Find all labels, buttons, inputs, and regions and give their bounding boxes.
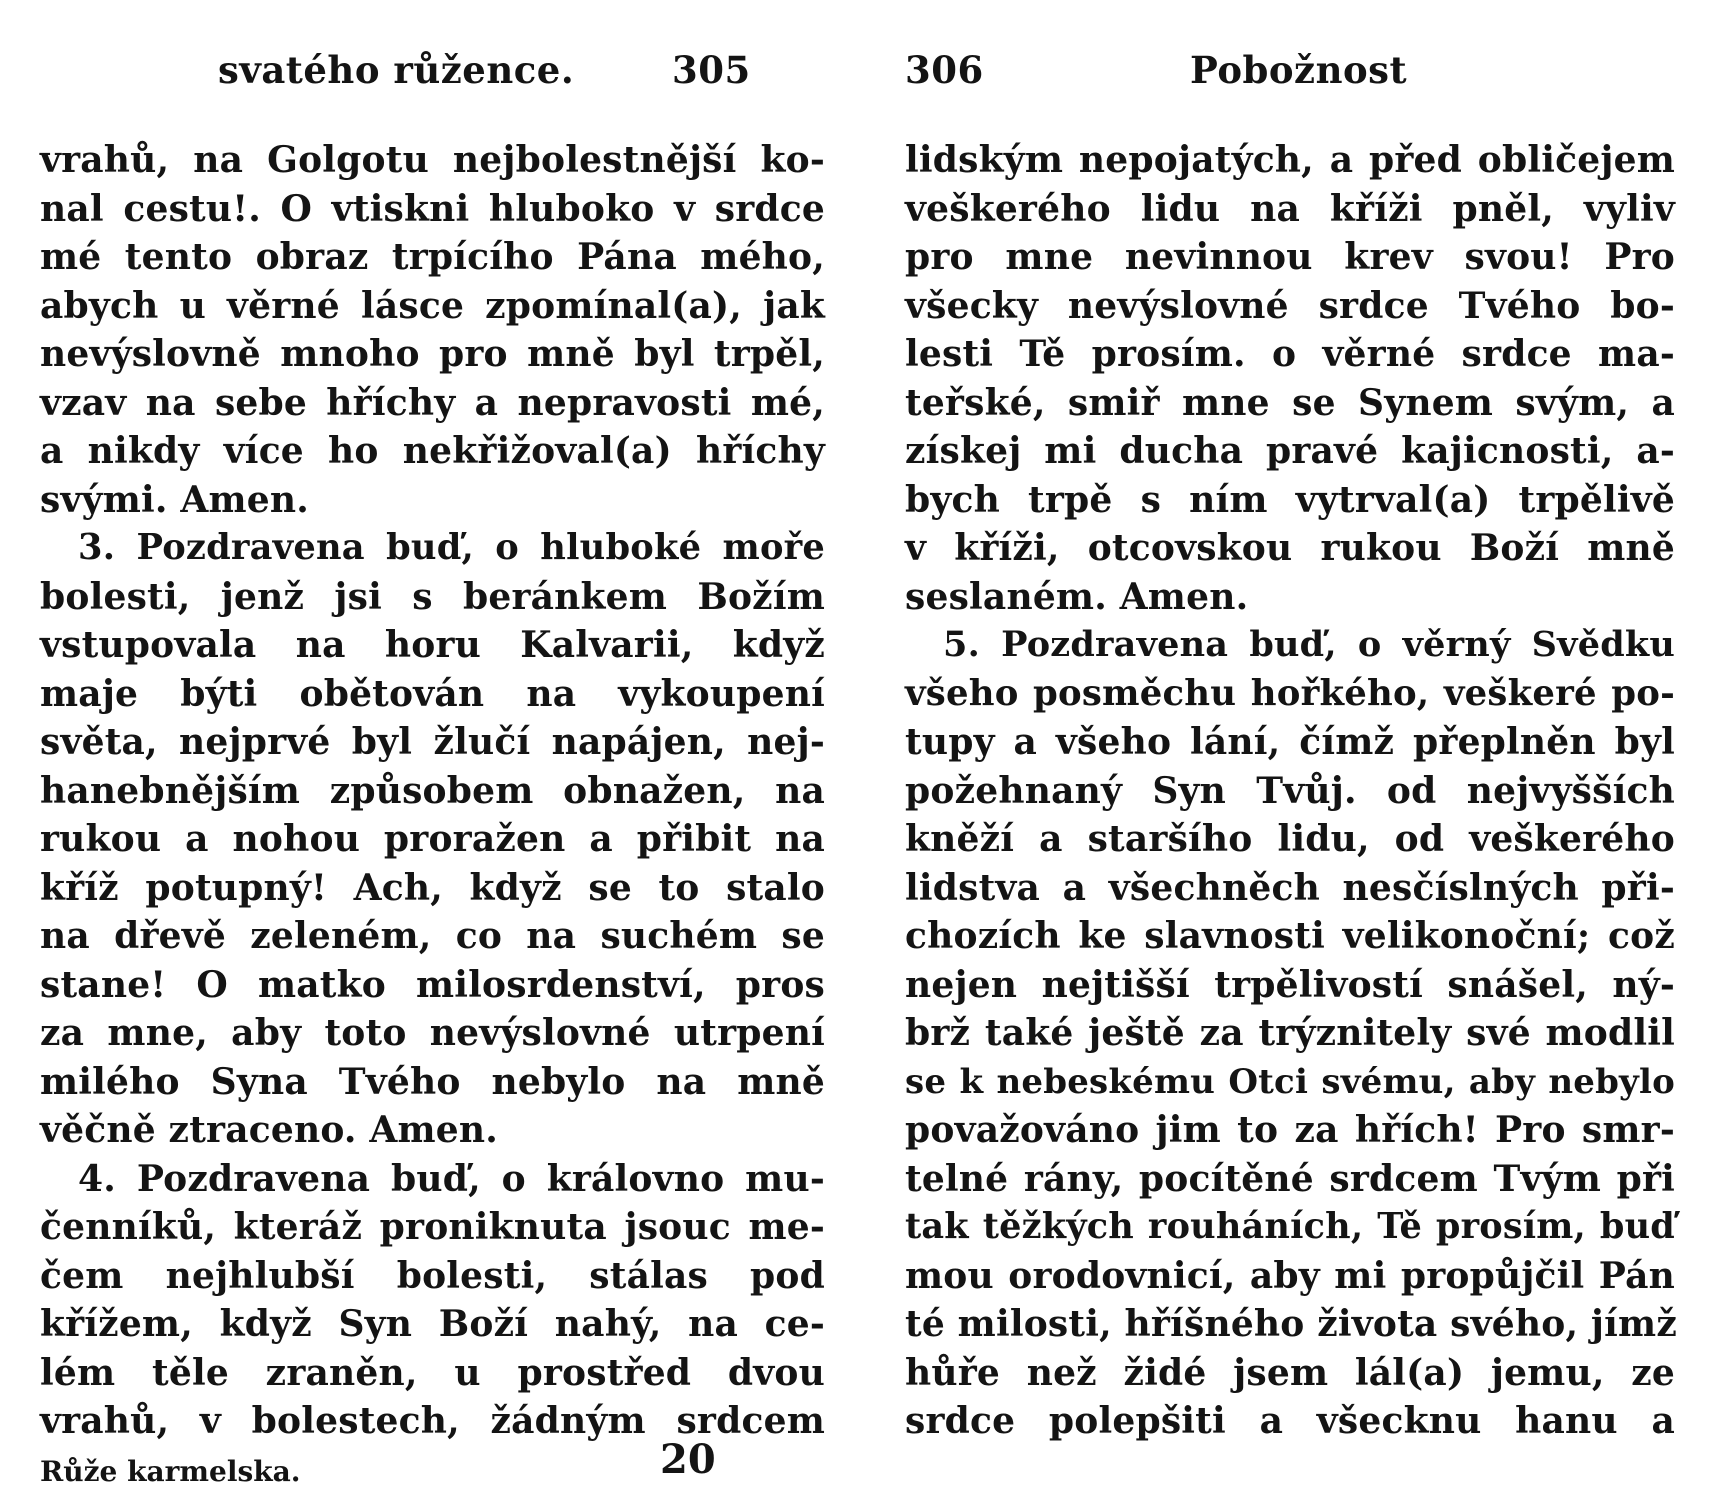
- text-line: získej mi ducha pravé kajicnosti, a-: [905, 430, 1675, 472]
- text-line: tak těžkých rouháních, Tě prosím, buď: [905, 1206, 1675, 1247]
- text-line: lesti Tě prosím. o věrné srdce ma-: [905, 333, 1675, 375]
- text-line: bolesti, jenž jsi s beránkem Božím: [40, 575, 825, 618]
- text-block: [40, 136, 825, 1446]
- text-line: tupy a všeho lání, čímž přeplněn byl: [905, 721, 1675, 763]
- text-line: veškerého lidu na kříži pněl, vyliv: [905, 187, 1675, 230]
- left-page: [40, 0, 825, 1500]
- text-line: brž také ještě za trýznitely své modlil: [905, 1012, 1675, 1054]
- text-line: lém těle zraněn, u prostřed dvou: [40, 1351, 825, 1394]
- text-line: té milosti, hříšného života svého, jímž: [905, 1303, 1677, 1345]
- text-line: chozích ke slavnosti velikonoční; což: [905, 915, 1675, 957]
- text-line: kříž potupný! Ach, když se to stalo: [40, 866, 825, 909]
- page-number: 306: [905, 48, 984, 92]
- text-line: maje býti obětován na vykoupení: [40, 672, 825, 715]
- text-line: pro mne nevinnou krev svou! Pro: [905, 236, 1675, 278]
- text-line: abych u věrné lásce zpomínal(a), jak: [40, 284, 825, 327]
- text-line: na dřevě zeleném, co na suchém se: [40, 915, 825, 957]
- text-line: rukou a nohou proražen a přibit na: [40, 818, 825, 860]
- text-line: 3. Pozdravena buď, o hluboké moře: [78, 527, 825, 568]
- text-line: svými. Amen.: [40, 478, 309, 521]
- text-line: všecky nevýslovné srdce Tvého bo-: [905, 284, 1675, 327]
- text-line: a nikdy více ho nekřižoval(a) hříchy: [40, 430, 825, 472]
- text-line: stane! O matko milosrdenství, pros: [40, 963, 825, 1006]
- right-page: [905, 0, 1675, 1500]
- text-line: lidským nepojatých, a před obličejem: [905, 139, 1675, 181]
- text-line: světa, nejprvé byl žlučí napájen, nej-: [40, 721, 825, 763]
- text-line: všeho posměchu hořkého, veškeré po-: [905, 672, 1675, 714]
- text-line: hůře než židé jsem lál(a) jemu, ze: [905, 1351, 1675, 1394]
- text-line: věčně ztraceno. Amen.: [40, 1109, 498, 1151]
- text-line: vrahů, na Golgotu nejbolestnější ko-: [40, 139, 825, 181]
- text-line: bych trpě s ním vytrval(a) trpělivě: [905, 478, 1675, 521]
- text-line: křížem, když Syn Boží nahý, na ce-: [40, 1303, 825, 1345]
- text-line: vrahů, v bolestech, žádným srdcem: [40, 1400, 825, 1442]
- text-line: nejen nejtišší trpělivostí snášel, ný-: [905, 963, 1675, 1006]
- text-line: považováno jim to za hřích! Pro smr-: [905, 1109, 1675, 1151]
- text-line: požehnaný Syn Tvůj. od nejvyšších: [905, 769, 1675, 812]
- signature-mark: 20: [660, 1436, 716, 1483]
- footer-signature: Růže karmelska.: [40, 1455, 301, 1488]
- text-line: hanebnějším způsobem obnažen, na: [40, 769, 825, 812]
- text-line: čem nejhlubší bolesti, stálas pod: [40, 1254, 825, 1297]
- text-line: lidstva a všechněch nesčíslných při-: [905, 866, 1675, 909]
- text-line: nal cestu!. O vtiskni hluboko v srdce: [40, 187, 825, 230]
- text-line: seslaném. Amen.: [905, 575, 1249, 618]
- text-block: [905, 136, 1675, 1446]
- text-line: milého Syna Tvého nebylo na mně: [40, 1060, 825, 1103]
- text-line: vstupovala na horu Kalvarii, když: [40, 624, 825, 666]
- text-line: se k nebeskému Otci svému, aby nebylo: [905, 1061, 1675, 1102]
- page-number: 305: [672, 48, 751, 92]
- text-line: mé tento obraz trpícího Pána mého,: [40, 236, 825, 278]
- text-line: vzav na sebe hříchy a nepravosti mé,: [40, 381, 825, 424]
- running-title: Pobožnost: [1190, 48, 1408, 92]
- text-line: 4. Pozdravena buď, o královno mu-: [78, 1157, 825, 1200]
- running-title: svatého růžence.: [218, 48, 575, 92]
- text-line: kněží a staršího lidu, od veškerého: [905, 818, 1675, 860]
- text-line: za mne, aby toto nevýslovné utrpení: [40, 1012, 825, 1054]
- text-line: mou orodovnicí, aby mi propůjčil Pán: [905, 1254, 1675, 1297]
- text-line: 5. Pozdravena buď, o věrný Svědku: [943, 624, 1675, 665]
- text-line: nevýslovně mnoho pro mně byl trpěl,: [40, 333, 825, 375]
- text-line: čenníků, kteráž proniknuta jsouc me-: [40, 1206, 825, 1248]
- text-line: v kříži, otcovskou rukou Boží mně: [905, 527, 1675, 569]
- text-line: teřské, smiř mne se Synem svým, a: [905, 381, 1675, 424]
- text-line: srdce polepšiti a všecknu hanu a: [905, 1400, 1675, 1442]
- text-line: telné rány, pocítěné srdcem Tvým při: [905, 1157, 1675, 1200]
